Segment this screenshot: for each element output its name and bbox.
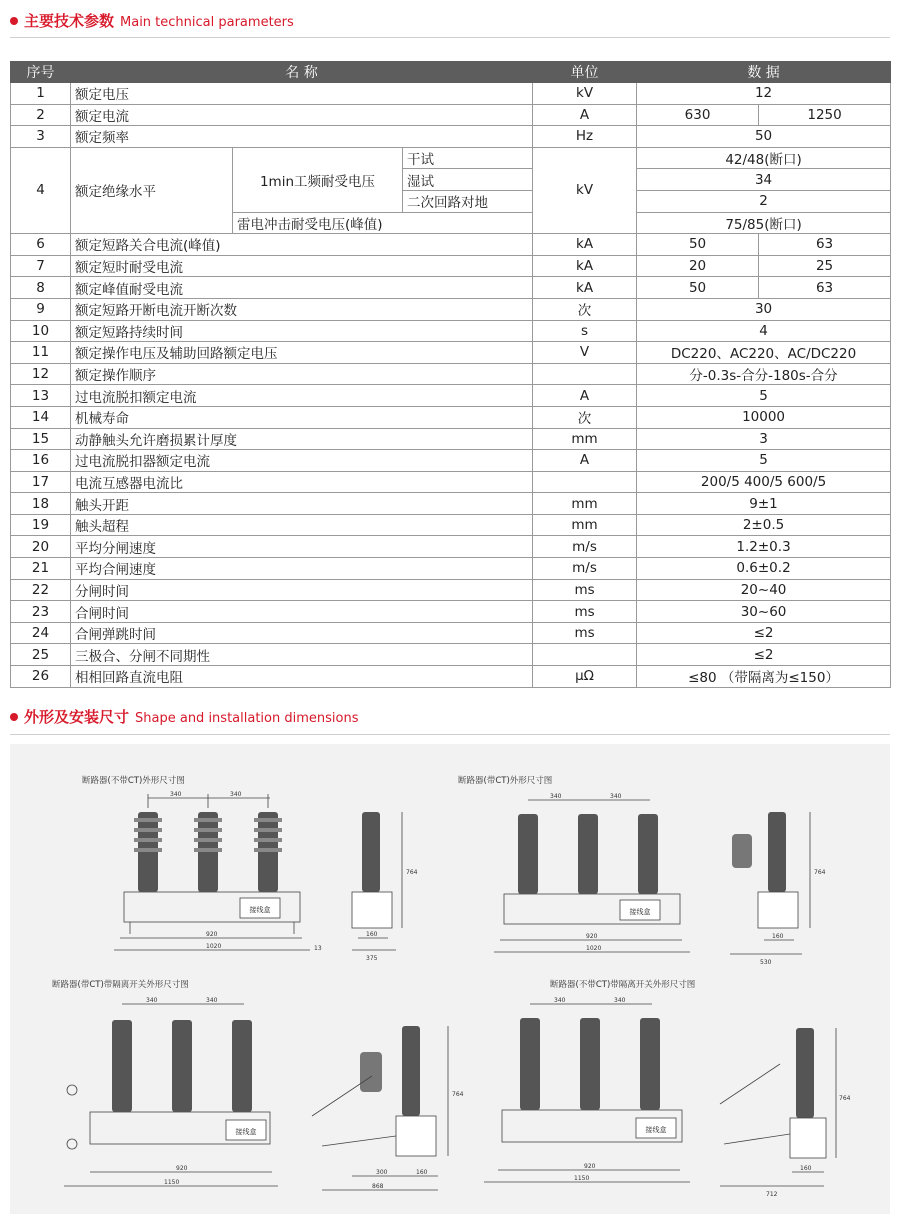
figure-caption-4: 断路器(不带CT)带隔离开关外形尺寸图	[550, 980, 696, 990]
table-row: 12 额定操作顺序 分-0.3s-合分-180s-合分	[11, 363, 891, 385]
dimension-drawings-panel	[10, 744, 890, 1214]
section-heading-params	[10, 10, 294, 31]
svg-text:1150: 1150	[164, 1179, 180, 1186]
junction-box-label: 接线盒	[235, 1128, 257, 1136]
table-row: 4 额定绝缘水平 1min工频耐受电压 干试 kV 42/48(断口)	[11, 147, 891, 169]
svg-text:160: 160	[416, 1169, 428, 1176]
section-title-en: Main technical parameters	[120, 15, 294, 30]
table-header-row	[11, 62, 891, 83]
table-row: 10 额定短路持续时间 s 4	[11, 320, 891, 342]
header-data: 数 据	[637, 62, 891, 83]
table-row: 16 过电流脱扣器额定电流 A 5	[11, 450, 891, 472]
svg-text:340: 340	[610, 793, 622, 800]
table-row: 13 过电流脱扣额定电流 A 5	[11, 385, 891, 407]
svg-text:868: 868	[372, 1183, 384, 1190]
svg-text:764: 764	[839, 1095, 850, 1102]
table-row: 7 额定短时耐受电流 kA 20 25	[11, 255, 891, 277]
svg-text:764: 764	[452, 1091, 464, 1098]
svg-text:764: 764	[406, 869, 418, 876]
svg-text:1150: 1150	[574, 1175, 590, 1182]
table-row: 9 额定短路开断电流开断次数 次 30	[11, 298, 891, 320]
table-row: 湿试 34	[11, 169, 891, 191]
table-row: 3 额定频率 Hz 50	[11, 126, 891, 148]
parameters-table	[10, 61, 891, 688]
table-row: 18 触头开距 mm 9±1	[11, 493, 891, 515]
svg-text:530: 530	[760, 959, 772, 966]
svg-text:340: 340	[550, 793, 562, 800]
svg-text:1020: 1020	[206, 943, 222, 950]
table-row: 14 机械寿命 次 10000	[11, 406, 891, 428]
breaker-side-view-2	[710, 804, 830, 970]
junction-box-label: 接线盒	[629, 908, 651, 916]
svg-text:340: 340	[230, 791, 242, 798]
svg-text:340: 340	[206, 997, 218, 1004]
table-row: 25 三极合、分闸不同期性 ≤2	[11, 644, 891, 666]
svg-text:920: 920	[206, 931, 218, 938]
table-row: 二次回路对地 2	[11, 190, 891, 212]
svg-text:920: 920	[176, 1165, 188, 1172]
svg-text:712: 712	[766, 1191, 778, 1198]
breaker-front-view-3	[60, 994, 290, 1194]
table-row: 24 合闸弹跳时间 ms ≤2	[11, 622, 891, 644]
junction-box-label: 接线盒	[249, 906, 271, 914]
header-unit: 单位	[533, 62, 637, 83]
divider	[10, 37, 890, 38]
breaker-front-view-1	[110, 788, 330, 966]
section-title-zh: 外形及安装尺寸	[24, 708, 130, 726]
junction-box-label: 接线盒	[645, 1126, 667, 1134]
svg-text:340: 340	[614, 997, 626, 1004]
table-row: 6 额定短路关合电流(峰值) kA 50 63	[11, 234, 891, 256]
table-row: 8 额定峰值耐受电流 kA 50 63	[11, 277, 891, 299]
svg-text:160: 160	[366, 931, 378, 938]
table-row: 17 电流互感器电流比 200/5 400/5 600/5	[11, 471, 891, 493]
svg-text:1020: 1020	[586, 945, 602, 952]
svg-text:920: 920	[586, 933, 598, 940]
table-row: 26 相相回路直流电阻 μΩ ≤80 （带隔离为≤150）	[11, 666, 891, 688]
bullet-dot-icon	[10, 713, 18, 721]
section-title-zh: 主要技术参数	[24, 12, 115, 30]
svg-text:300: 300	[376, 1169, 388, 1176]
svg-text:340: 340	[170, 791, 182, 798]
bullet-dot-icon	[10, 17, 18, 25]
svg-text:920: 920	[584, 1163, 596, 1170]
svg-text:160: 160	[772, 933, 784, 940]
table-row: 23 合闸时间 ms 30~60	[11, 601, 891, 623]
header-no: 序号	[11, 62, 71, 83]
svg-text:340: 340	[146, 997, 158, 1004]
breaker-side-view-4	[700, 1004, 850, 1200]
section-title-en: Shape and installation dimensions	[135, 711, 359, 726]
figure-caption-3: 断路器(带CT)带隔离开关外形尺寸图	[52, 980, 189, 990]
table-row: 21 平均合闸速度 m/s 0.6±0.2	[11, 558, 891, 580]
breaker-side-view-1	[340, 804, 420, 966]
table-row: 1 额定电压 kV 12	[11, 83, 891, 105]
svg-text:340: 340	[554, 997, 566, 1004]
table-row: 22 分闸时间 ms 20~40	[11, 579, 891, 601]
section-heading-dimensions	[10, 706, 358, 727]
breaker-front-view-2	[490, 790, 710, 968]
figure-caption-2: 断路器(带CT)外形尺寸图	[458, 776, 553, 786]
breaker-side-view-3	[292, 1006, 472, 1196]
breaker-front-view-4	[480, 994, 700, 1190]
table-row: 雷电冲击耐受电压(峰值) 75/85(断口)	[11, 212, 891, 234]
header-name: 名 称	[71, 62, 533, 83]
divider	[10, 734, 890, 735]
table-row: 15 动静触头允许磨损累计厚度 mm 3	[11, 428, 891, 450]
svg-text:13: 13	[314, 945, 322, 952]
svg-text:375: 375	[366, 955, 378, 962]
table-row: 20 平均分闸速度 m/s 1.2±0.3	[11, 536, 891, 558]
table-row: 19 触头超程 mm 2±0.5	[11, 514, 891, 536]
table-row: 2 额定电流 A 630 1250	[11, 104, 891, 126]
svg-text:160: 160	[800, 1165, 812, 1172]
figure-caption-1: 断路器(不带CT)外形尺寸图	[82, 776, 185, 786]
svg-text:764: 764	[814, 869, 826, 876]
table-row: 11 额定操作电压及辅助回路额定电压 V DC220、AC220、AC/DC220	[11, 342, 891, 364]
